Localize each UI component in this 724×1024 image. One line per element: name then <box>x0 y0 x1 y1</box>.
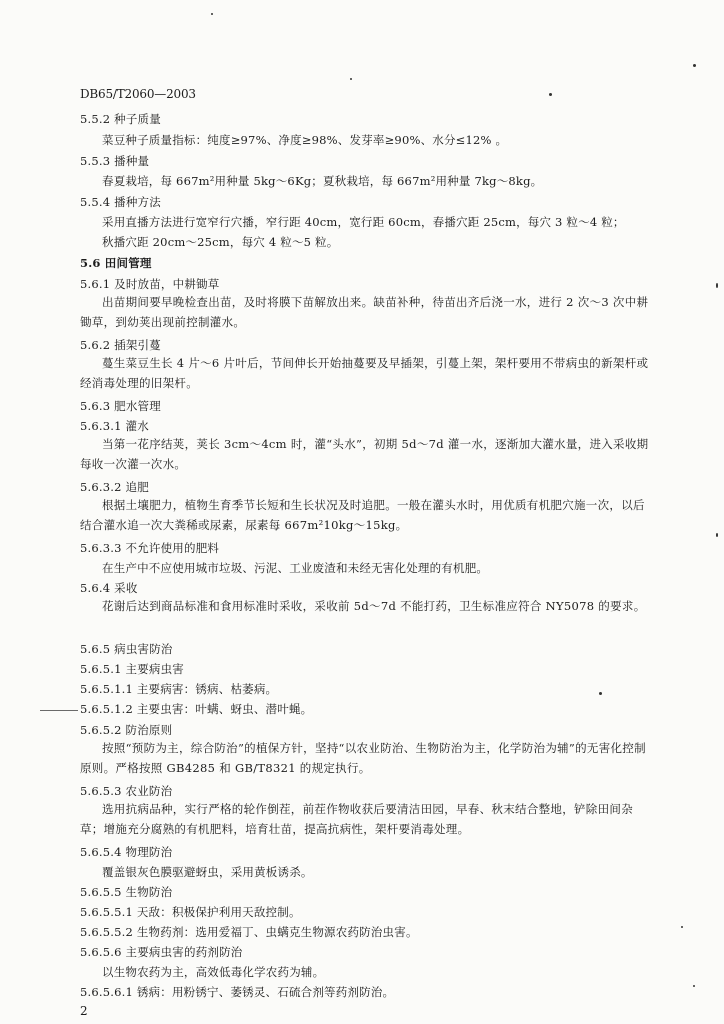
agricultural-control-paragraph: 选用抗病品种，实行严格的轮作倒茬，前茬作物收获后要清洁田园，早春、秋末结合整地，铲除田间杂草；增施充分腐熟的有机肥料，培育壮苗，提高抗病性，架杆要消毒处理。 <box>80 802 633 836</box>
scan-speck <box>681 926 683 928</box>
trellis-paragraph: 蔓生菜豆生长 4 片～6 片叶后，节间伸长开始抽蔓要及早插架，引蔓上架，架杆要用不带病虫的新架杆或经消毒处理的旧架杆。 <box>80 356 649 390</box>
physical-control-text: 覆盖银灰色膜驱避蚜虫，采用黄板诱杀。 <box>102 865 313 879</box>
page-number: 2 <box>80 1004 88 1018</box>
control-principle-paragraph: 按照“预防为主，综合防治”的植保方针，坚持“以农业防治、生物防治为主，化学防治为辅”的无害化控制原则。严格按照 GB4285 和 GB/T8321 的规定执行。 <box>80 741 646 775</box>
section-5-6-5-5-heading: 5.6.5.5 生物防治 <box>80 885 173 899</box>
section-5-6-heading: 5.6 田间管理 <box>80 256 152 270</box>
natural-enemies-text: 5.6.5.5.1 天敌：积极保护利用天敌控制。 <box>80 905 301 919</box>
section-5-6-5-3-heading: 5.6.5.3 农业防治 <box>80 784 173 798</box>
fertilizing-paragraph: 根据土壤肥力，植物生育季节长短和生长状况及时追肥。一般在灌头水时，用优质有机肥穴施一次，以后结合灌水追一次大粪稀或尿素，尿素每 667m²10kg～15kg。 <box>80 498 645 532</box>
sowing-method-text-2: 秋播穴距 20cm～25cm，每穴 4 粒～5 粒。 <box>102 235 339 249</box>
scan-speck <box>211 13 213 15</box>
section-5-6-3-3-heading: 5.6.3.3 不允许使用的肥料 <box>80 541 220 555</box>
scan-speck <box>350 78 352 80</box>
scan-speck <box>693 64 696 67</box>
section-5-6-5-heading: 5.6.5 病虫害防治 <box>80 642 173 656</box>
section-5-6-1-heading: 5.6.1 及时放苗，中耕锄草 <box>80 277 220 291</box>
irrigation-paragraph: 当第一花序结荚，荚长 3cm～4cm 时，灌“头水”，初期 5d～7d 灌一水，逐渐加大灌水量，进入采收期每收一次灌一次水。 <box>80 437 649 471</box>
section-5-6-5-4-heading: 5.6.5.4 物理防治 <box>80 845 173 859</box>
scan-speck <box>716 533 718 537</box>
section-5-6-5-1-heading: 5.6.5.1 主要病虫害 <box>80 662 184 676</box>
section-5-5-4-heading: 5.5.4 播种方法 <box>80 195 161 209</box>
scan-speck <box>549 93 552 96</box>
section-5-6-5-6-heading: 5.6.5.6 主要病虫害的药剂防治 <box>80 945 243 959</box>
forbidden-fertilizer-text: 在生产中不应使用城市垃圾、污泥、工业废渣和未经无害化处理的有机肥。 <box>102 561 489 575</box>
section-5-5-3-heading: 5.5.3 播种量 <box>80 154 150 168</box>
sowing-method-text: 采用直播方法进行宽窄行穴播，窄行距 40cm，宽行距 60cm，春播穴距 25cm，每穴 3 粒～4 粒； <box>102 215 625 229</box>
main-diseases-text: 5.6.5.1.1 主要病害：锈病、枯萎病。 <box>80 682 278 696</box>
section-5-6-3-2-heading: 5.6.3.2 追肥 <box>80 480 149 494</box>
scan-speck <box>716 283 718 288</box>
section-5-6-3-1-heading: 5.6.3.1 灌水 <box>80 419 149 433</box>
rust-treatment-text: 5.6.5.6.1 锈病：用粉锈宁、萎锈灵、石硫合剂等药剂防治。 <box>80 985 395 999</box>
sowing-amount-text: 春夏栽培，每 667m²用种量 5kg～6Kg；夏秋栽培，每 667m²用种量 7kg～8kg。 <box>102 174 543 188</box>
section-5-6-4-heading: 5.6.4 采收 <box>80 581 138 595</box>
main-pests-text: 5.6.5.1.2 主要虫害：叶螨、蚜虫、潜叶蝇。 <box>80 702 313 716</box>
seedling-paragraph: 出苗期间要早晚检查出苗，及时将膜下苗解放出来。缺苗补种，待苗出齐后浇一水，进行 2 次～3 次中耕锄草，到幼荚出现前控制灌水。 <box>80 295 649 329</box>
harvest-paragraph: 花谢后达到商品标准和食用标准时采收，采收前 5d～7d 不能打药，卫生标准应符合 NY5078 的要求。 <box>102 599 646 613</box>
seed-quality-text: 菜豆种子质量指标：纯度≥97%、净度≥98%、发芽率≥90%、水分≤12% 。 <box>102 133 508 147</box>
chemical-control-principle-text: 以生物农药为主，高效低毒化学农药为辅。 <box>102 965 325 979</box>
section-5-6-2-heading: 5.6.2 插架引蔓 <box>80 338 161 352</box>
section-5-6-3-heading: 5.6.3 肥水管理 <box>80 399 161 413</box>
section-5-5-2-heading: 5.5.2 种子质量 <box>80 112 161 126</box>
biological-agents-text: 5.6.5.5.2 生物药剂：选用爱福丁、虫螨克生物源农药防治虫害。 <box>80 925 418 939</box>
scan-speck <box>693 985 695 987</box>
scan-speck <box>599 692 602 695</box>
scan-line <box>40 710 78 711</box>
document-code: DB65/T2060—2003 <box>80 87 196 101</box>
section-5-6-5-2-heading: 5.6.5.2 防治原则 <box>80 723 173 737</box>
